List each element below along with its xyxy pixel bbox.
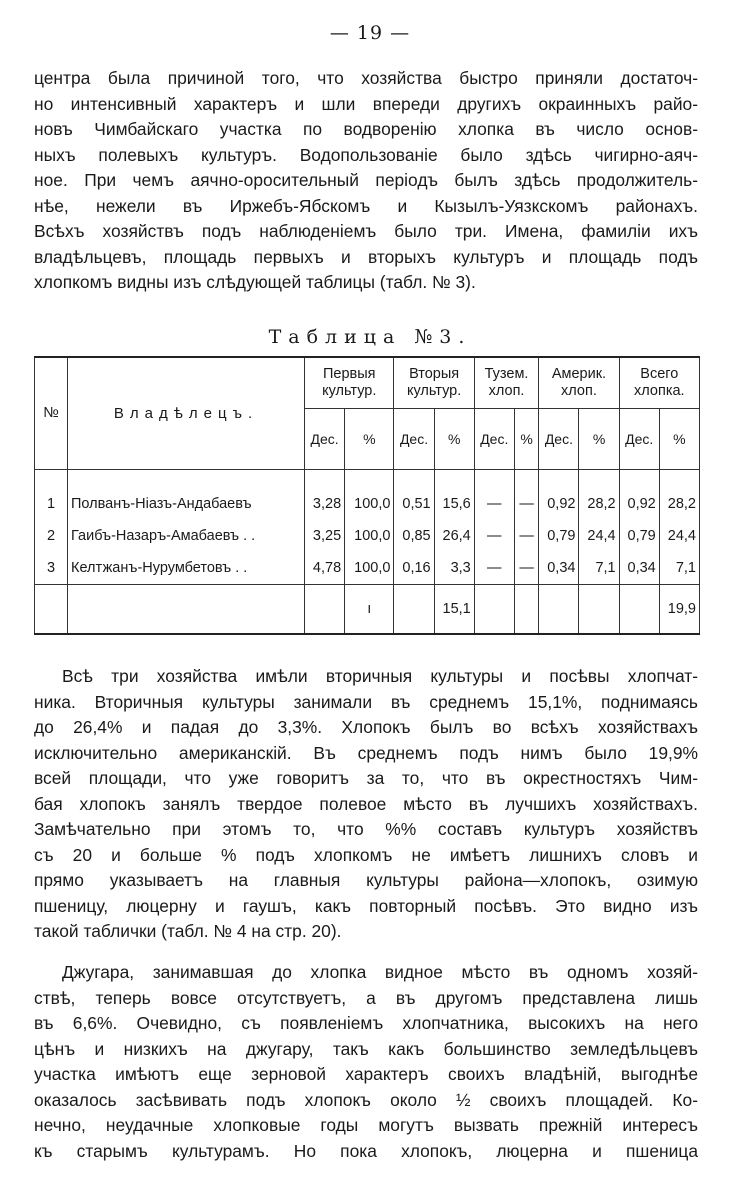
text-line: до 26,4% и падая до 3,3%. Хлопокъ былъ во всѣхъ хозяйствахъ [34,717,698,737]
table-cell: 26,4 [434,520,474,552]
table-cell: 100,0 [345,552,394,585]
table-cell: 15,6 [434,470,474,521]
row-number: 2 [35,520,68,552]
header-des: Дес. [305,409,345,470]
table-cell: — [474,470,514,521]
table-cell: — [514,520,539,552]
data-table [34,356,700,635]
text-line: нѣе, нежели въ Иржебъ-Ябскомъ и Кызылъ-Уязкскомъ районахъ. [34,195,698,216]
text-line: ствѣ, теперь вовсе отсутствуетъ, а въ другомъ представлена лишь [34,987,698,1008]
header-owner: Владѣлецъ. [68,357,305,470]
text-line: Замѣчательно при этомъ то, что %% составъ культуръ хозяйствъ [34,819,698,839]
text-line: оказалось засѣвивать подъ хлопокъ около ½ своихъ площадей. Ко- [34,1089,698,1110]
header-pct: % [659,409,699,470]
text-line: владѣльцевъ, площадь первыхъ и вторыхъ культуръ и площадь подъ [34,246,698,267]
header-pct: % [514,409,539,470]
row-number: 3 [35,552,68,585]
header-des: Дес. [619,409,659,470]
text-line: Всѣхъ хозяйствъ подъ наблюденіемъ было три. Имена, фамиліи ихъ [34,221,698,241]
text-line: прямо указываетъ на главныя культуры района—хлопокъ, озимую [34,870,698,890]
text-line: новъ Чимбайскаго участка по водворенію хлопка въ число основ- [34,119,698,139]
table-cell: 4,78 [305,552,345,585]
table-cell: 0,79 [539,520,579,552]
table-cell: — [514,552,539,585]
table-row [35,552,700,585]
table-cell: 0,34 [539,552,579,585]
table-cell: 3,3 [434,552,474,585]
text-line: бая хлопокъ занялъ твердое полевое мѣсто въ лучшихъ хозяйствахъ. [34,793,698,814]
table-cell: 7,1 [659,552,699,585]
text-line: нечно, неудачные хлопковые годы могутъ вызвать прежній интересъ [34,1115,698,1135]
table-cell: — [474,552,514,585]
header-pct: % [579,409,619,470]
text-line: ника. Вторичныя культуры занимали въ среднемъ 15,1%, поднимаясь [34,691,698,712]
table-cell: 0,85 [394,520,434,552]
header-num: № [35,357,68,470]
table-title: Таблица №3. [268,326,472,348]
paragraph-3 [34,960,698,1164]
header-group-second: Вторыя культур. [394,357,474,409]
header-pct: % [345,409,394,470]
header-group-native: Тузем. хлоп. [474,357,539,409]
table-cell: — [474,520,514,552]
text-line: хлопкомъ видны изъ слѣдующей таблицы (табл. № 3). [34,272,476,292]
header-des: Дес. [394,409,434,470]
total-mark: ı [345,585,394,635]
table-cell: 0,16 [394,552,434,585]
table-row [35,520,700,552]
table-cell: 0,79 [619,520,659,552]
total-cotton-pct: 19,9 [659,585,699,635]
table-cell: 0,51 [394,470,434,521]
text-line: такой таблички (табл. № 4 на стр. 20). [34,921,342,941]
total-second-pct: 15,1 [434,585,474,635]
header-des: Дес. [474,409,514,470]
header-group-first: Первыя культур. [305,357,394,409]
row-number: 1 [35,470,68,521]
paragraph-2 [34,664,698,945]
text-line: съ 20 и больше % подъ хлопкомъ не имѣетъ лишнихъ словъ и [34,844,698,865]
page-number: — 19 — [329,22,411,44]
text-line: цѣнъ и низкихъ на джугару, такъ какъ большинство земледѣльцевъ [34,1038,698,1059]
table-cell: 7,1 [579,552,619,585]
table-cell: 28,2 [659,470,699,521]
text-line: ныхъ полевыхъ культуръ. Водопользованіе было здѣсь чигирно-аяч- [34,144,698,165]
table-cell: 0,92 [539,470,579,521]
owner-name: Келтжанъ-Нурумбетовъ . . [68,552,305,585]
table-cell: 0,92 [619,470,659,521]
owner-name: Полванъ-Ніазъ-Андабаевъ [68,470,305,521]
text-line: всей площади, что уже говоритъ за то, что въ окрестностяхъ Чим- [34,768,698,788]
text-line: пшеницу, люцерну и гаушъ, какъ повторный посѣвъ. Это видно изъ [34,895,698,916]
text-line: ное. При чемъ аячно-оросительный періодъ былъ здѣсь продолжитель- [34,170,698,190]
header-group-american: Америк. хлоп. [539,357,619,409]
table-total-row [35,585,700,635]
table-header-row [35,357,700,409]
text-line: исключительно американскій. Въ среднемъ подъ нимъ было 19,9% [34,742,698,763]
text-line: Всѣ три хозяйства имѣли вторичныя культуры и посѣвы хлопчат- [62,666,698,686]
header-group-total: Всего хлопка. [619,357,699,409]
table-cell: 3,25 [305,520,345,552]
owner-name: Гаибъ-Назаръ-Амабаевъ . . [68,520,305,552]
paragraph-1 [34,66,698,296]
header-des: Дес. [539,409,579,470]
table-cell: 100,0 [345,520,394,552]
header-pct: % [434,409,474,470]
table-row [35,470,700,521]
table-cell: 24,4 [579,520,619,552]
table-cell: 100,0 [345,470,394,521]
text-line: Джугара, занимавшая до хлопка видное мѣсто въ одномъ хозяй- [62,962,698,982]
table-cell: — [514,470,539,521]
text-line: но интенсивный характеръ и шли впереди другихъ окраинныхъ райо- [34,93,698,114]
text-line: участка имѣютъ еще зерновой характеръ своихъ владѣній, выгоднѣе [34,1064,698,1084]
text-line: въ 6,6%. Очевидно, съ появленіемъ хлопчатника, высокихъ на него [34,1013,698,1033]
text-line: центра была причиной того, что хозяйства быстро приняли достаточ- [34,68,698,88]
table-cell: 3,28 [305,470,345,521]
text-line: къ старымъ культурамъ. Но пока хлопокъ, люцерна и пшеница [34,1140,698,1161]
table-cell: 0,34 [619,552,659,585]
table-cell: 28,2 [579,470,619,521]
table-cell: 24,4 [659,520,699,552]
